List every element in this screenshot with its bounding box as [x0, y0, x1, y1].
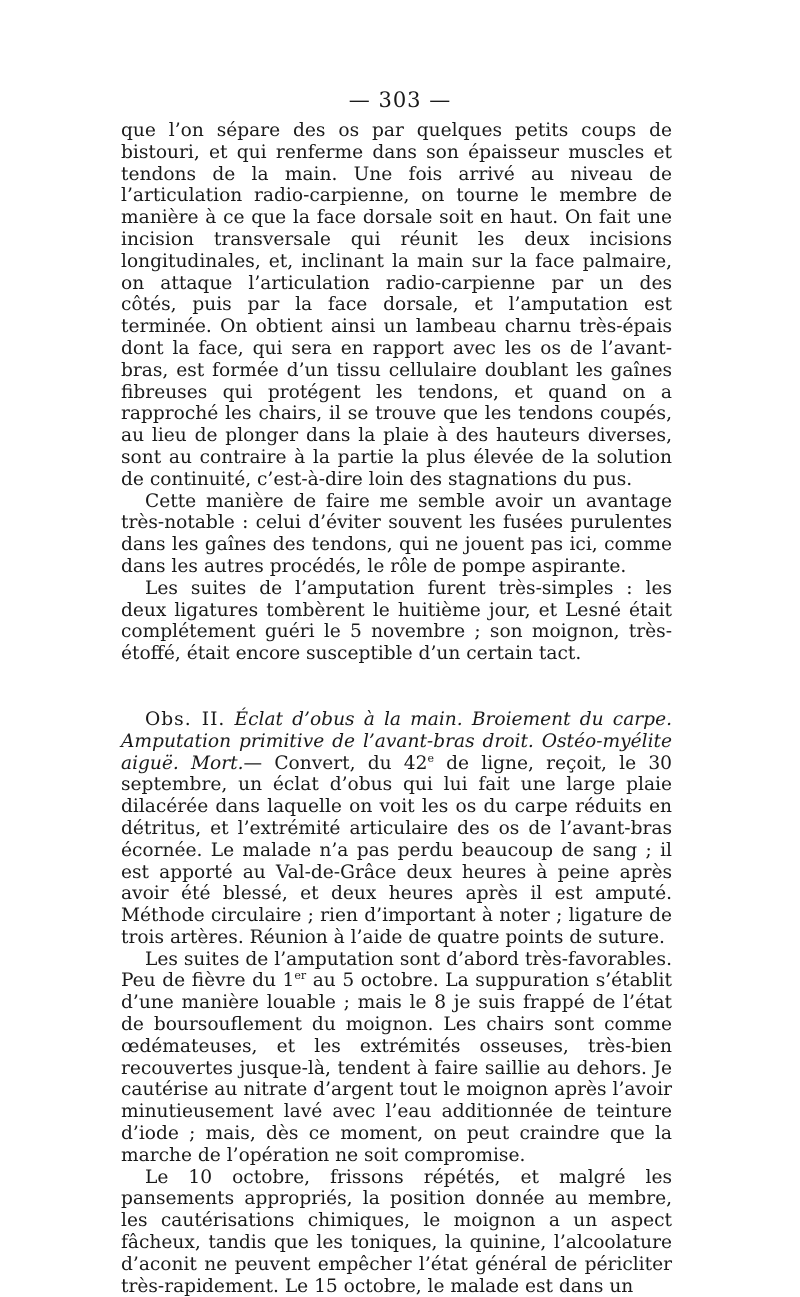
course-text-start: Les suites de l’amputation sont d’abord très-favorables. Peu de fièvre du 1 — [121, 948, 672, 992]
observation-body-rest: de ligne, reçoit, le 30 septembre, un éclat d’obus qui lui fait une large plaie dilacérée dans laquelle on voit les os du carpe réduits en détritus, et l’extrémité articulaire des os de l’avant-bras écornée. Le malade n’a pas perdu beaucoup de sang ; il est apporté au Val-de-Grâce deux heures à peine après avoir été blessé, et deux heures après il est amputé. Méthode circulaire ; rien d’important à noter ; ligature de trois artères. Réunion à l’aide de quatre points de suture. — [121, 752, 672, 948]
paragraph-advantage: Cette manière de faire me semble avoir un avantage très-notable : celui d’éviter souvent les fusées purulentes dans les gaînes des tendons, qui ne jouent pas ici, comme dans les autres procédés, le rôle de pompe aspirante. — [121, 490, 672, 577]
course-text-rest: au 5 octobre. La suppuration s’établit d’une manière louable ; mais le 8 je suis frappé de l’état de boursouflement du moignon. Les chairs sont comme œdémateuses, et les extrémités osseuses, très-bien recouvertes jusque-là, tendent à faire saillie au dehors. Je cautérise au nitrate d’argent tout le moignon après l’avoir minutieusement lavé avec l’eau additionnée de teinture d’iode ; mais, dès ce moment, on peut craindre que la marche de l’opération ne soit compromise. — [121, 970, 672, 1166]
body-text — [121, 120, 672, 1297]
observation-label: Obs. II. — [145, 708, 226, 730]
paragraph-course — [121, 949, 672, 1167]
paragraph-decline: Le 10 octobre, frissons répétés, et malgré les pansements appropriés, la position donnée au membre, les cautérisations chimiques, le moignon a un aspect fâcheux, tandis que les toniques, la quinine, l’alcoolature d’aconit ne peuvent empêcher l’état général de péricliter très-rapidement. Le 15 octobre, le malade est dans un — [121, 1166, 672, 1297]
paragraph-outcome: Les suites de l’amputation furent très-simples : les deux ligatures tombèrent le huitième jour, et Lesné était complétement guéri le 5 novembre ; son moignon, très-étoffé, était encore susceptible d’un certain tact. — [121, 577, 672, 665]
observation-ordinal-sup: e — [427, 751, 434, 765]
paragraph-amputation-technique: que l’on sépare des os par quelques petits coups de bistouri, et qui renferme dans son épaisseur muscles et tendons de la main. Une fois arrivé au niveau de l’articulation radio-carpienne, on tourne le membre de manière à ce que la face dorsale soit en haut. On fait une incision transversale qui réunit les deux incisions longitudinales, et, inclinant la main sur la face palmaire, on attaque l’articulation radio-carpienne par un des côtés, puis par la face dorsale, et l’amputation est terminée. On obtient ainsi un lambeau charnu très-épais dont la face, qui sera en rapport avec les os de l’avant-bras, est formée d’un tissu cellulaire doublant les gaînes fibreuses qui protégent les tendons, et quand on a rapproché les chairs, il se trouve que les tendons coupés, au lieu de plonger dans la plaie à des hauteurs diverses, sont au contraire à la partie la plus élevée de la solution de continuité, c’est-à-dire loin des stagnations du pus. — [121, 120, 672, 490]
observation-body-start: — Convert, du 42 — [243, 752, 428, 774]
course-ordinal-sup: er — [294, 969, 307, 983]
observation-paragraph — [121, 709, 672, 949]
observation-title: Éclat d’obus à la main. Broiement du carpe. Amputation primitive de l’avant-bras droit. Ostéo-myélite aiguë. Mort. — [121, 708, 672, 774]
page-number: — 303 — — [348, 88, 452, 112]
